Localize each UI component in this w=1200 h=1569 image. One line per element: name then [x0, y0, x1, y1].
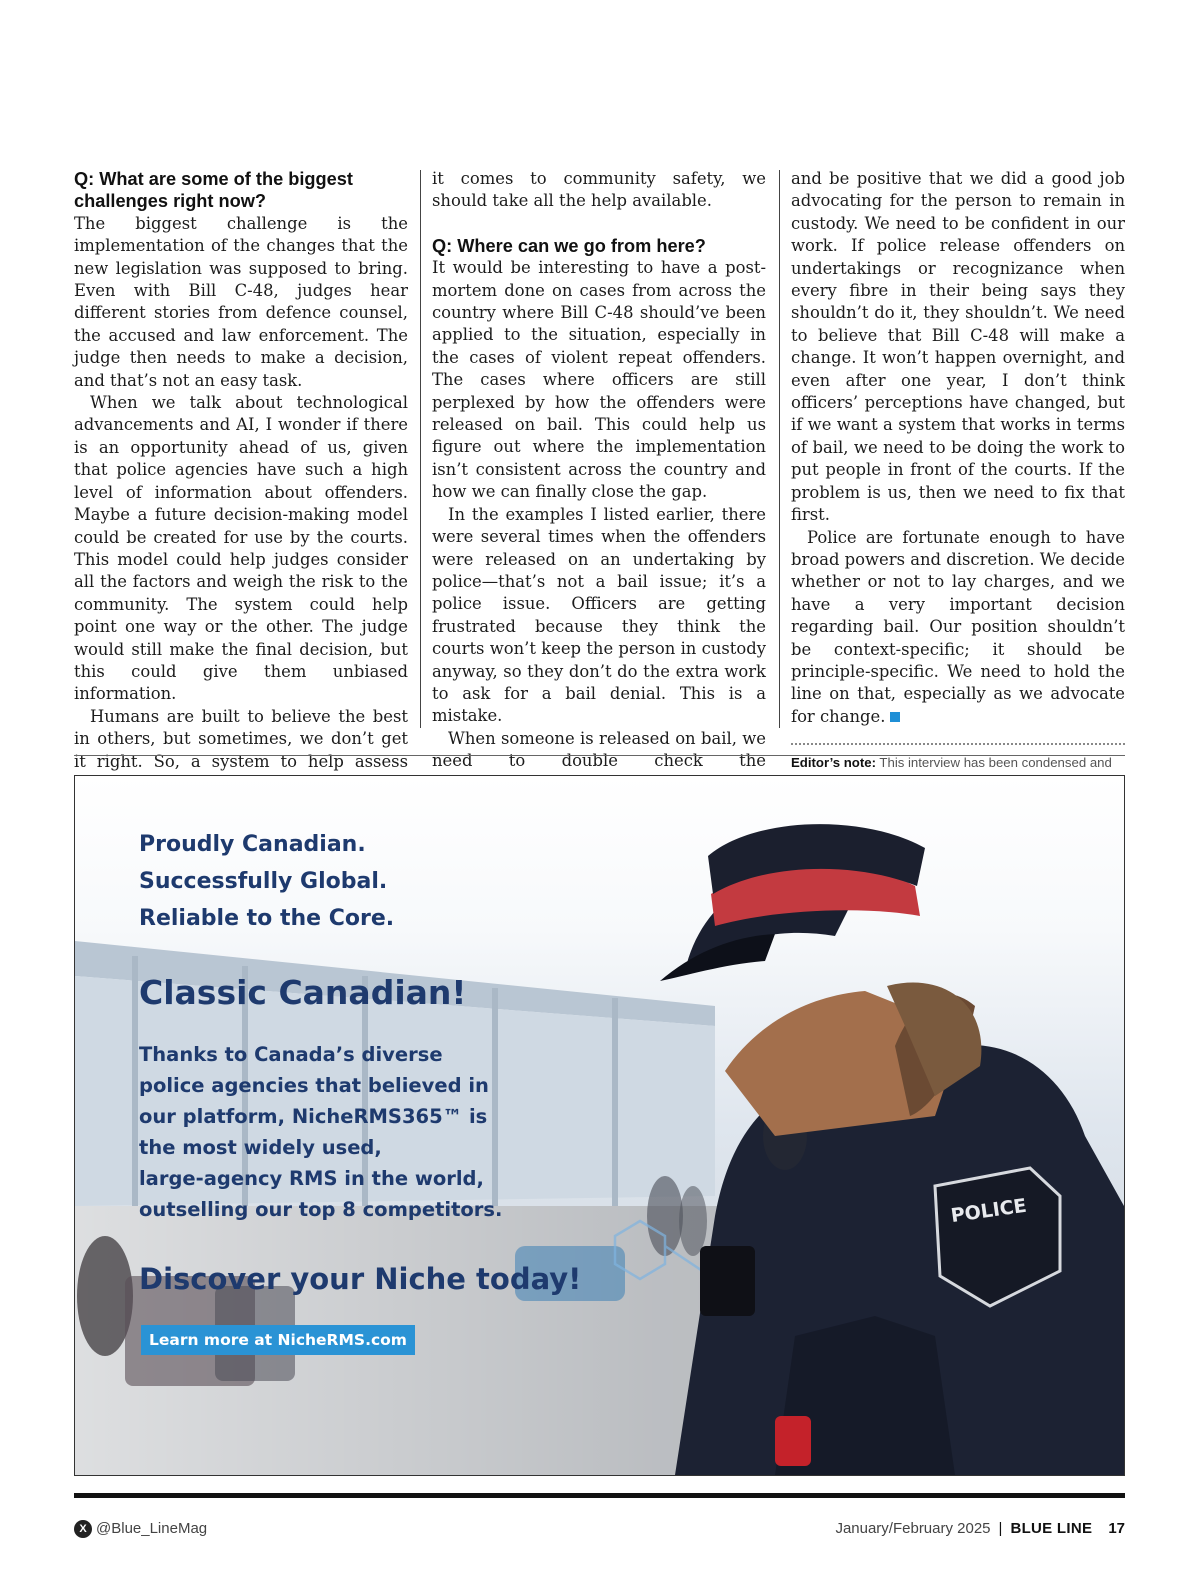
- magazine-name: BLUE LINE: [1010, 1520, 1093, 1537]
- article-column-2: [432, 168, 766, 795]
- issue-date: January/February 2025: [835, 1520, 991, 1537]
- ad-tagline-2: Successfully Global.: [139, 869, 388, 894]
- article-column-1: [74, 168, 408, 818]
- footer-social[interactable]: [74, 1520, 207, 1538]
- footer-rule: [74, 1493, 1125, 1498]
- x-icon[interactable]: X: [74, 1520, 92, 1538]
- ad-cta-headline: Discover your Niche today!: [139, 1262, 582, 1296]
- article-column-3: [791, 168, 1125, 790]
- page-number: 17: [1108, 1520, 1125, 1537]
- ad-body-line: the most widely used,: [139, 1136, 382, 1159]
- advertisement[interactable]: [74, 775, 1125, 1476]
- dotted-divider: [791, 743, 1125, 745]
- social-handle[interactable]: @Blue_LineMag: [96, 1520, 208, 1537]
- answer-paragraph: Humans are built to believe the best in others, but sometimes, we don’t get it right. So, a system to help assess: [74, 706, 408, 771]
- answer-text: Police are fortunate enough to have broad powers and discretion. We decide whether or not to lay charges, and we have a very important decision regarding bail. Our position shouldn’t be context-specific; it should be principle-specific. We need to hold the line on that, especially as we advocate for change.: [791, 527, 1126, 726]
- question-heading-2: Q: Where can we go from here?: [432, 235, 706, 256]
- ad-body-line: our platform, NicheRMS365™ is: [139, 1105, 488, 1128]
- ad-body-line: Thanks to Canada’s diverse: [139, 1043, 443, 1066]
- editors-note-text: This interview has been condensed and: [879, 755, 1112, 771]
- answer-paragraph: In the examples I listed earlier, there were several times when the offenders were released on an undertaking by police—that’s not a bail issue; it’s a police issue. Officers are getting frustrated because they think the courts won’t keep the person in custody anyway, so they don’t do the extra work to ask for a bail denial. This is a mistake.: [432, 504, 766, 726]
- police-badge-text: POLICE: [949, 1194, 1028, 1228]
- ad-headline: Classic Canadian!: [139, 973, 467, 1012]
- answer-paragraph-continued: it comes to community safety, we should take all the help available.: [432, 169, 766, 211]
- end-mark-icon: [890, 712, 900, 722]
- question-heading-1: Q: What are some of the biggest challenges right now?: [74, 169, 353, 212]
- answer-paragraph: The biggest challenge is the implementation of the changes that the new legislation was supposed to bring. Even with Bill C-48, judges hear different stories from defence counsel, the accused and law enforcement. The judge then needs to make a decision, and that’s not an easy task.: [74, 213, 408, 390]
- answer-paragraph: It would be interesting to have a post-mortem done on cases from across the country where Bill C-48 should’ve been applied to the situation, especially in the cases of violent repeat offenders. The cases where officers are still perplexed by how the offenders were released on bail. This could help us figure out where the implementation isn’t consistent across the country and how we can finally close the gap.: [432, 258, 766, 502]
- answer-paragraph-final: [791, 527, 1125, 729]
- ad-body-line: outselling our top 8 competitors.: [139, 1198, 503, 1221]
- column-divider: [779, 170, 780, 728]
- ad-body-line: large-agency RMS in the world,: [139, 1167, 484, 1190]
- learn-more-button[interactable]: Learn more at NicheRMS.com: [141, 1325, 415, 1355]
- column-divider: [420, 170, 421, 728]
- answer-paragraph: When we talk about technological advancements and AI, I wonder if there is an opportunity ahead of us, given that police agencies have such a high level of information about offenders. Maybe a future decision-making model could be created for use by the courts. This model could help judges consider all the factors and weigh the risk to the community. The system could help point one way or the other. The judge would still make the final decision, but this could give them unbiased information.: [74, 393, 408, 704]
- ad-tagline-1: Proudly Canadian.: [139, 832, 366, 857]
- answer-paragraph: When someone is released on bail, we need to double check the: [432, 728, 766, 771]
- answer-paragraph-continued: and be positive that we did a good job advocating for the person to remain in custody. We need to be confident in our work. If police release offenders on undertakings or recognizance when every fibre in their being says they shouldn’t do it, they shouldn’t. We need to believe that Bill C-48 will make a change. It won’t happen overnight, and even after one year, I don’t think officers’ perceptions have changed, but if we want a system that works in terms of bail, we need to be doing the work to put people in front of the courts. If the problem is us, then we need to fix that first.: [791, 169, 1125, 525]
- ad-body-line: police agencies that believed in: [139, 1074, 489, 1097]
- footer-separator: |: [998, 1520, 1003, 1537]
- section-divider: [74, 755, 1125, 756]
- ad-tagline-3: Reliable to the Core.: [139, 906, 395, 931]
- editors-note-label: Editor’s note:: [791, 755, 876, 771]
- footer-issue-info: [835, 1520, 1125, 1538]
